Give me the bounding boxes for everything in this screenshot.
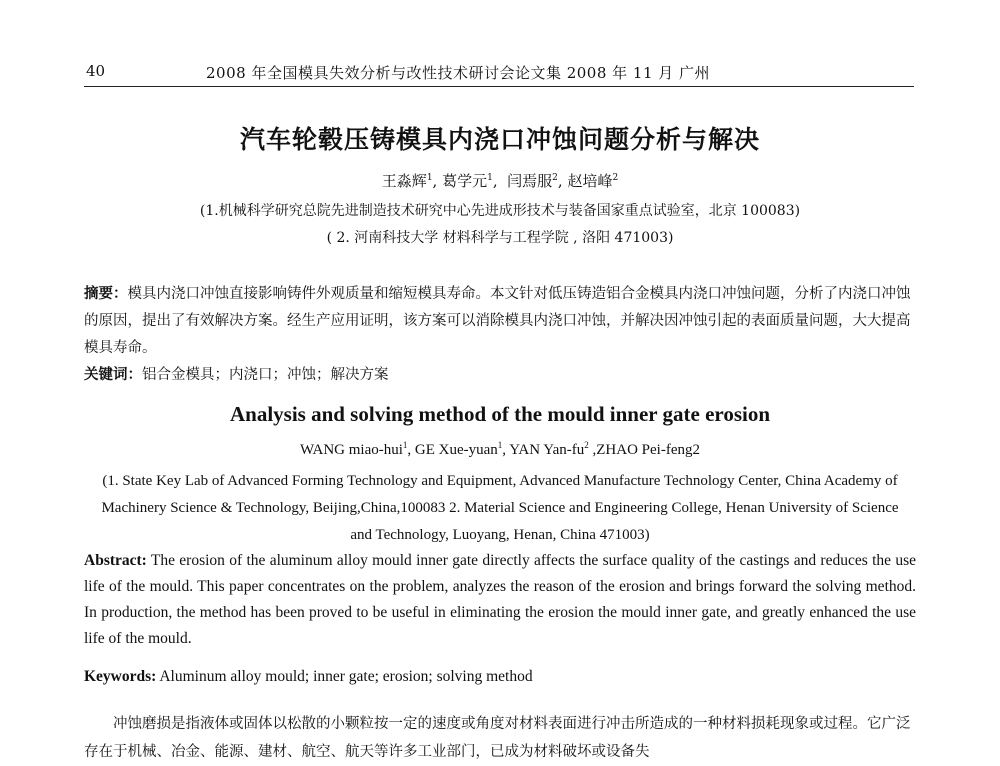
abstract-zh-label: 摘要： [84,286,128,302]
abstract-en [84,548,916,652]
authors-en: WANG miao-hui$^1$, GE Xue-yuan$^1$, YAN Yan-$fu^2$ ,ZHAO Pei-feng2 [300,440,700,458]
affiliation-zh-1: (1.机械科学研究总院先进制造技术研究中心先进成形技术与装备国家重点试验室，北京 100083) [199,203,801,219]
author-affil-mark: 1 [497,440,503,450]
authors-zh: 王淼辉$^1$, 葛学元$^1$, 闫焉服$^2$, 赵培峰$^2$ [381,172,619,190]
author-name: 赵培峰 [567,172,613,190]
author-affil-mark: 1 [402,440,408,450]
affiliation-zh-2: ( 2. 河南科技大学 材料科学与工程学院 , 洛阳 471003) [326,230,674,246]
abstract-en-text: The erosion of the aluminum alloy mould inner gate directly affects the surface quality of the castings and reduces the use life of the mould. This paper concentrates on the problem, analyzes the reason of the erosion and brings forward the solving method. In production, the method has been proved to be useful in eliminating the erosion the mould inner gate, and greatly enhanced the use life of the mould. [84,552,916,647]
paper-title-en: Analysis and solving method of the mould inner gate erosion [229,402,771,426]
author-affil-mark: 1 [487,173,493,183]
abstract-zh-text: 模具内浇口冲蚀直接影响铸件外观质量和缩短模具寿命。本文针对低压铸造铝合金模具内浇口冲蚀问题，分析了内浇口冲蚀的原因，提出了有效解决方案。经生产应用证明，该方案可以消除模具内浇口冲蚀，并解决因冲蚀引起的表面质量问题，大大提高模具寿命。 [84,286,911,356]
author-name: 王淼辉 [381,172,427,190]
keywords-en [84,664,916,690]
author-name: WANG miao-hui [300,442,403,458]
running-title: 2008 年全国模具失效分析与改性技术研讨会论文集 2008 年 11 月 广州 [206,64,711,82]
affiliation-en: (1. State Key Lab of Advanced Forming Technology and Equipment, Advanced Manufacture Technology Center, China Academy of Machinery Science & Technology, Beijing,China,100083 2. Material Science and Engineering College, Henan University of Science and Technology, Luoyang, Henan, China 471003) [101,473,899,543]
keywords-zh [84,362,916,389]
author-name: YAN Yan-fu [509,442,585,458]
author-affil-mark: 1 [426,173,433,183]
keywords-zh-label: 关键词： [84,367,142,383]
abstract-zh [84,281,916,362]
author-affil-mark: 2 [612,173,619,183]
abstract-en-label: Abstract: [84,552,147,569]
author-name: ZHAO Pei-feng2 [596,442,700,458]
author-name: GE Xue-yuan [414,442,498,458]
page-number: 40 [86,62,106,80]
author-affil-mark: 2 [584,440,589,450]
running-header [84,60,914,87]
keywords-en-label: Keywords: [84,668,157,685]
author-name: 葛学元 [442,172,488,190]
keywords-en-text: Aluminum alloy mould; inner gate; erosion; solving method [159,668,533,685]
keywords-zh-text: 铝合金模具；内浇口；冲蚀；解决方案 [142,367,389,383]
author-affil-mark: 2 [552,173,558,183]
paper-title-zh: 汽车轮毂压铸模具内浇口冲蚀问题分析与解决 [239,125,760,154]
body-paragraph: 冲蚀磨损是指液体或固体以松散的小颗粒按一定的速度或角度对材料表面进行冲击所造成的一种材料损耗现象或过程。它广泛存在于机械、冶金、能源、建材、航空、航天等许多工业部门，已成为材料破坏或设备失 [84,716,911,760]
author-name: 闫焉服 [507,172,553,190]
